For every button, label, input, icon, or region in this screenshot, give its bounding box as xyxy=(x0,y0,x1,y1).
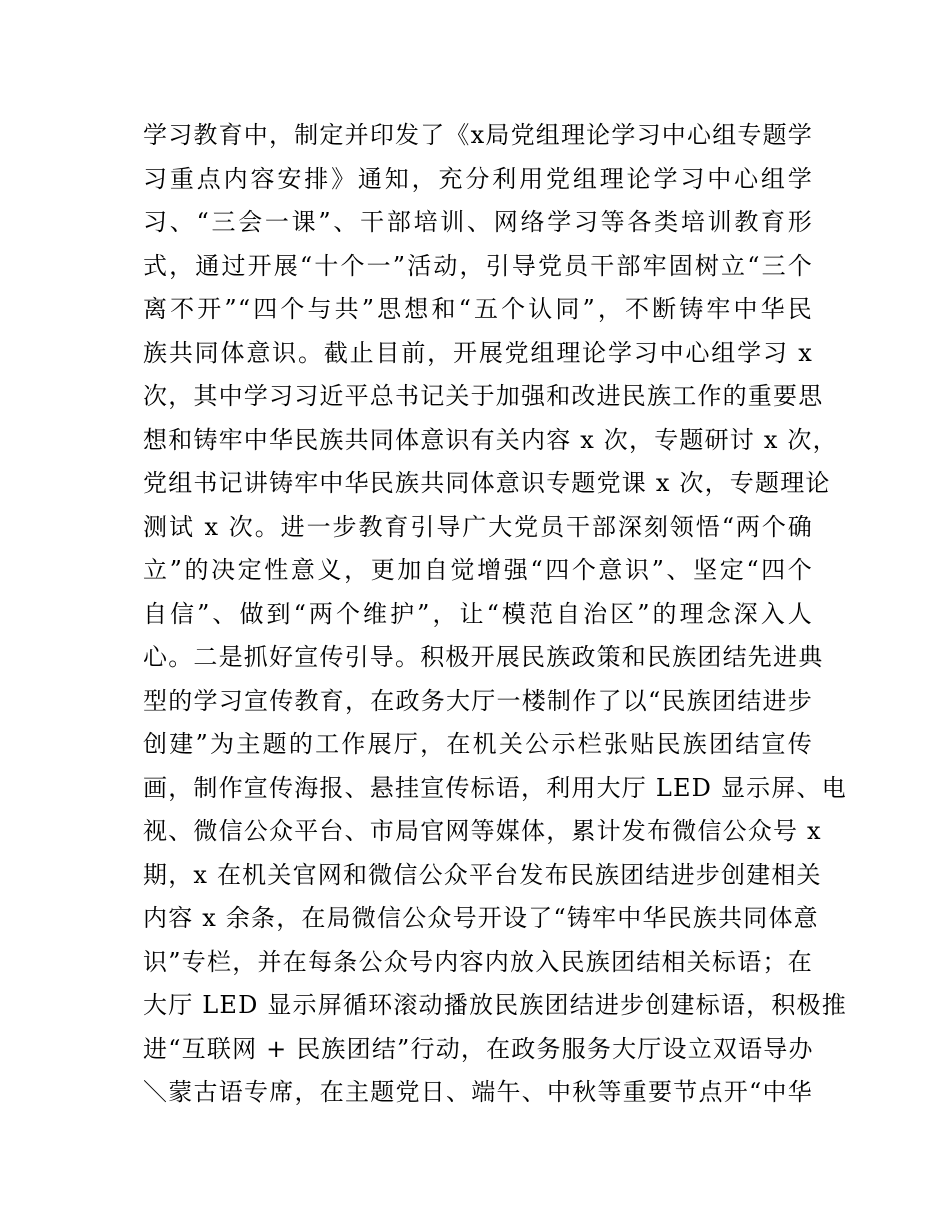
text-line-10: 测试 x 次。进一步教育引导广大党员干部深刻领悟“两个确 xyxy=(143,512,813,541)
text-line-11: 立”的决定性意义，更加自觉增强“四个意识”、坚定“四个 xyxy=(143,556,813,584)
text-line-12: 自信”、做到“两个维护”，让“模范自治区”的理念深入人 xyxy=(143,599,813,628)
text-line-21: 大厅 LED 显示屏循环滚动播放民族团结进步创建标语，积极推 xyxy=(143,991,847,1019)
text-line-3: 习、“三会一课”、干部培训、网络学习等各类培训教育形 xyxy=(143,208,813,236)
body-text xyxy=(143,114,847,1115)
text-line-13: 心。二是抓好宣传引导。积极开展民族政策和民族团结先进典 xyxy=(143,643,824,671)
text-line-9: 党组书记讲铸牢中华民族共同体意识专题党课 x 次，专题理论 xyxy=(143,469,831,497)
text-line-2: 习重点内容安排》通知，充分利用党组理论学习中心组学 xyxy=(143,164,813,193)
text-line-5: 离不开”“四个与共”思想和“五个认同”，不断铸牢中华民 xyxy=(143,295,813,323)
text-line-23: ＼蒙古语专席，在主题党日、端午、中秋等重要节点开“中华 xyxy=(143,1078,813,1106)
text-line-4: 式，通过开展“十个一”活动，引导党员干部牢固树立“三个 xyxy=(143,251,813,280)
text-line-18: 期，x 在机关官网和微信公众平台发布民族团结进步创建相关 xyxy=(143,860,822,889)
text-line-19: 内容 x 余条，在局微信公众号开设了“铸牢中华民族共同体意 xyxy=(143,904,819,932)
text-line-16: 画，制作宣传海报、悬挂宣传标语，利用大厅 LED 显示屏、电 xyxy=(143,773,847,802)
text-line-20: 识”专栏，并在每条公众号内容内放入民族团结相关标语；在 xyxy=(143,947,813,976)
text-line-14: 型的学习宣传教育，在政务大厅一楼制作了以“民族团结进步 xyxy=(143,686,813,715)
text-line-1: 学习教育中，制定并印发了《x局党组理论学习中心组专题学 xyxy=(143,121,813,149)
text-line-8: 想和铸牢中华民族共同体意识有关内容 x 次，专题研讨 x 次， xyxy=(143,425,838,454)
text-line-22: 进“互联网 + 民族团结”行动，在政务服务大厅设立双语导办 xyxy=(143,1034,814,1063)
text-line-15: 创建”为主题的工作展厅，在机关公示栏张贴民族团结宣传 xyxy=(143,730,813,758)
text-line-7: 次，其中学习习近平总书记关于加强和改进民族工作的重要思 xyxy=(143,382,824,410)
text-line-17: 视、微信公众平台、市局官网等媒体，累计发布微信公众号 x xyxy=(143,817,822,845)
text-line-6: 族共同体意识。截止目前，开展党组理论学习中心组学习 x xyxy=(143,338,813,367)
